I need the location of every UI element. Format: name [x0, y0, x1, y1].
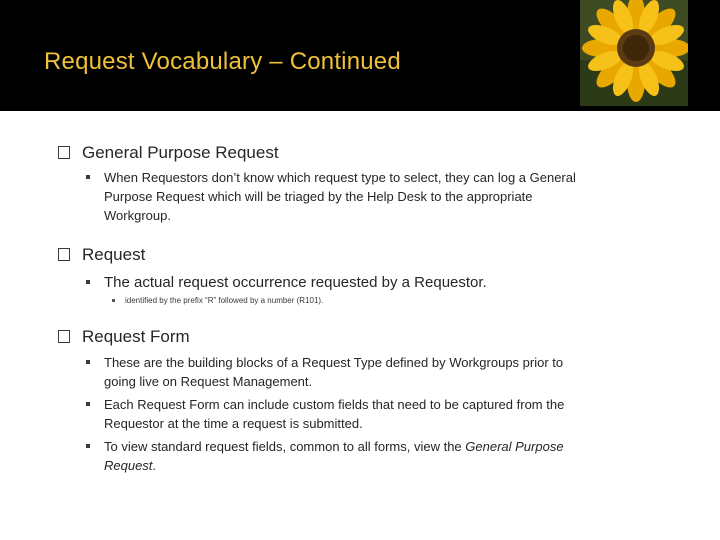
slide-title: Request Vocabulary – Continued [44, 48, 401, 75]
bullet-text-line: Requestor at the time a request is submitted. [104, 416, 363, 431]
bullet-text-line: Purpose Request which will be triaged by the Help Desk to the appropriate [104, 189, 533, 204]
square-bullet-icon [86, 360, 90, 364]
bullet-text-line: Request. [104, 458, 157, 473]
square-bullet-icon [86, 444, 90, 448]
checkbox-bullet-icon [58, 248, 70, 261]
section-heading-request-form: Request Form [58, 327, 190, 347]
bullet-text-line: going live on Request Management. [104, 374, 313, 389]
bullet-text-line: The actual request occurrence requested by a Requestor. [104, 274, 487, 291]
bullet-text-line: Each Request Form can include custom fields that need to be captured from the [104, 397, 565, 412]
bullet-text-line: When Requestors don’t know which request type to select, they can log a General [104, 170, 576, 185]
bullet-text-line: To view standard request fields, common to all forms, view the General Purpose [104, 439, 564, 454]
square-bullet-icon [86, 175, 90, 179]
square-bullet-icon [86, 402, 90, 406]
checkbox-bullet-icon [58, 146, 70, 159]
square-bullet-icon [86, 280, 90, 284]
bullet-item [86, 437, 686, 477]
bullet-text-line: These are the building blocks of a Request Type defined by Workgroups prior to [104, 355, 564, 370]
bullet-item [86, 395, 686, 435]
sub-bullet-item: identified by the prefix “R” followed by a number (R101). [112, 296, 323, 305]
square-bullet-icon [112, 299, 115, 302]
bullet-text-line: Workgroup. [104, 208, 171, 223]
section-heading-general-purpose-request: General Purpose Request [58, 143, 279, 163]
bullet-item [86, 353, 686, 393]
checkbox-bullet-icon [58, 330, 70, 343]
bullet-item [86, 273, 686, 295]
section-heading-request: Request [58, 245, 145, 265]
bullet-item [86, 168, 686, 228]
